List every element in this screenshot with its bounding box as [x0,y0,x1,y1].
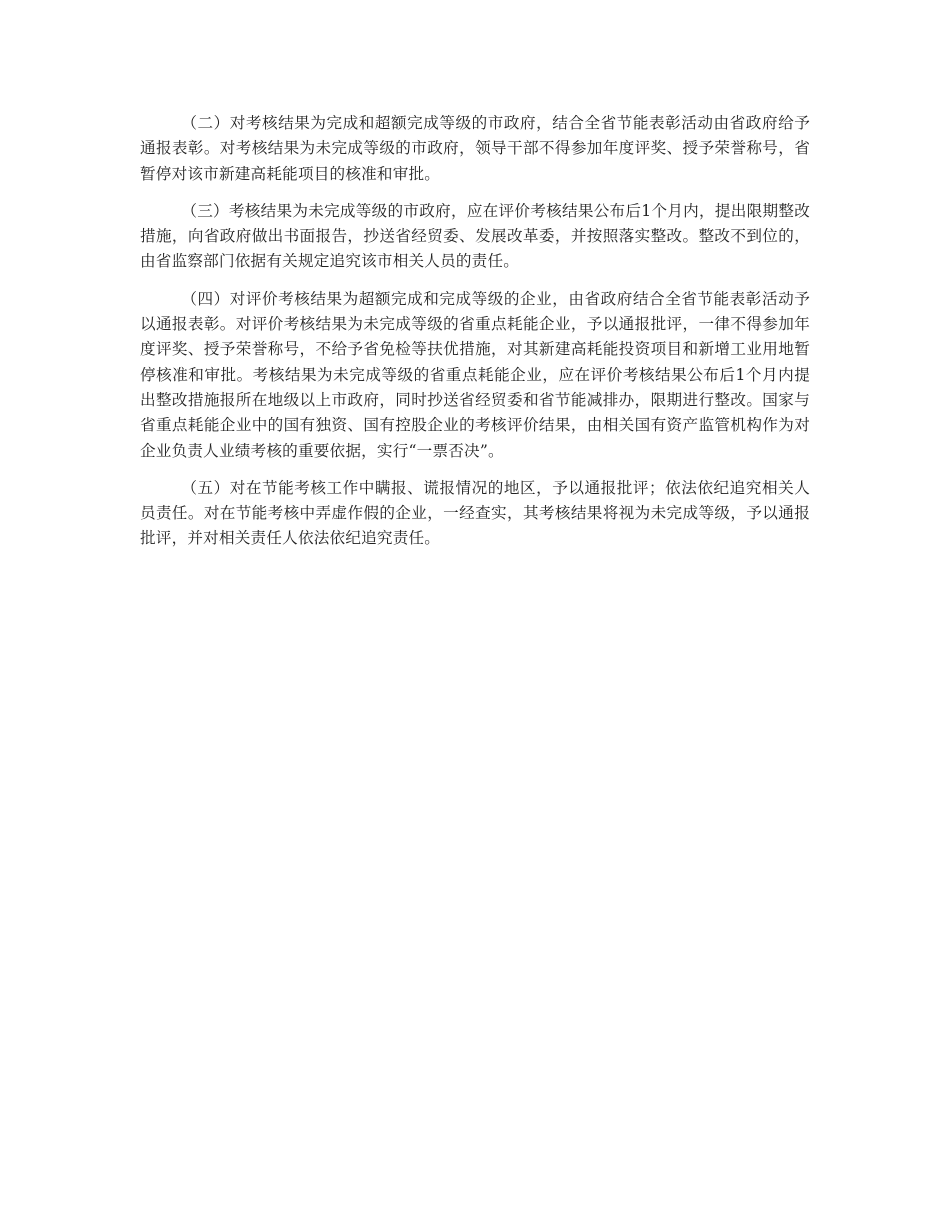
paragraph-2: （二）对考核结果为完成和超额完成等级的市政府，结合全省节能表彰活动由省政府给予通报表彰。对考核结果为未完成等级的市政府，领导干部不得参加年度评奖、授予荣誉称号，省暂停对该市新建高耗能项目的核准和审批。 [140,114,810,183]
paragraph-5: （五）对在节能考核工作中瞒报、谎报情况的地区，予以通报批评；依法依纪追究相关人员责任。对在节能考核中弄虚作假的企业，一经查实，其考核结果将视为未完成等级，予以通报批评，并对相关责任人依法依纪追究责任。 [140,478,810,548]
paragraph-3: （三）考核结果为未完成等级的市政府，应在评价考核结果公布后1个月内，提出限期整改措施，向省政府做出书面报告，抄送省经贸委、发展改革委，并按照落实整改。整改不到位的，由省监察部门依据有关规定追究该市相关人员的责任。 [140,201,810,271]
document-body [140,111,810,564]
paragraph-4: （四）对评价考核结果为超额完成和完成等级的企业，由省政府结合全省节能表彰活动予以通报表彰。对评价考核结果为未完成等级的省重点耗能企业，予以通报批评，一律不得参加年度评奖、授予荣誉称号，不给予省免检等扶优措施，对其新建高耗能投资项目和新增工业用地暂停核准和审批。考核结果为未完成等级的省重点耗能企业，应在评价考核结果公布后1个月内提出整改措施报所在地级以上市政府，同时抄送省经贸委和省节能减排办，限期进行整改。国家与省重点耗能企业中的国有独资、国有控股企业的考核评价结果，由相关国有资产监管机构作为对企业负责人业绩考核的重要依据，实行“一票否决”。 [140,289,810,460]
